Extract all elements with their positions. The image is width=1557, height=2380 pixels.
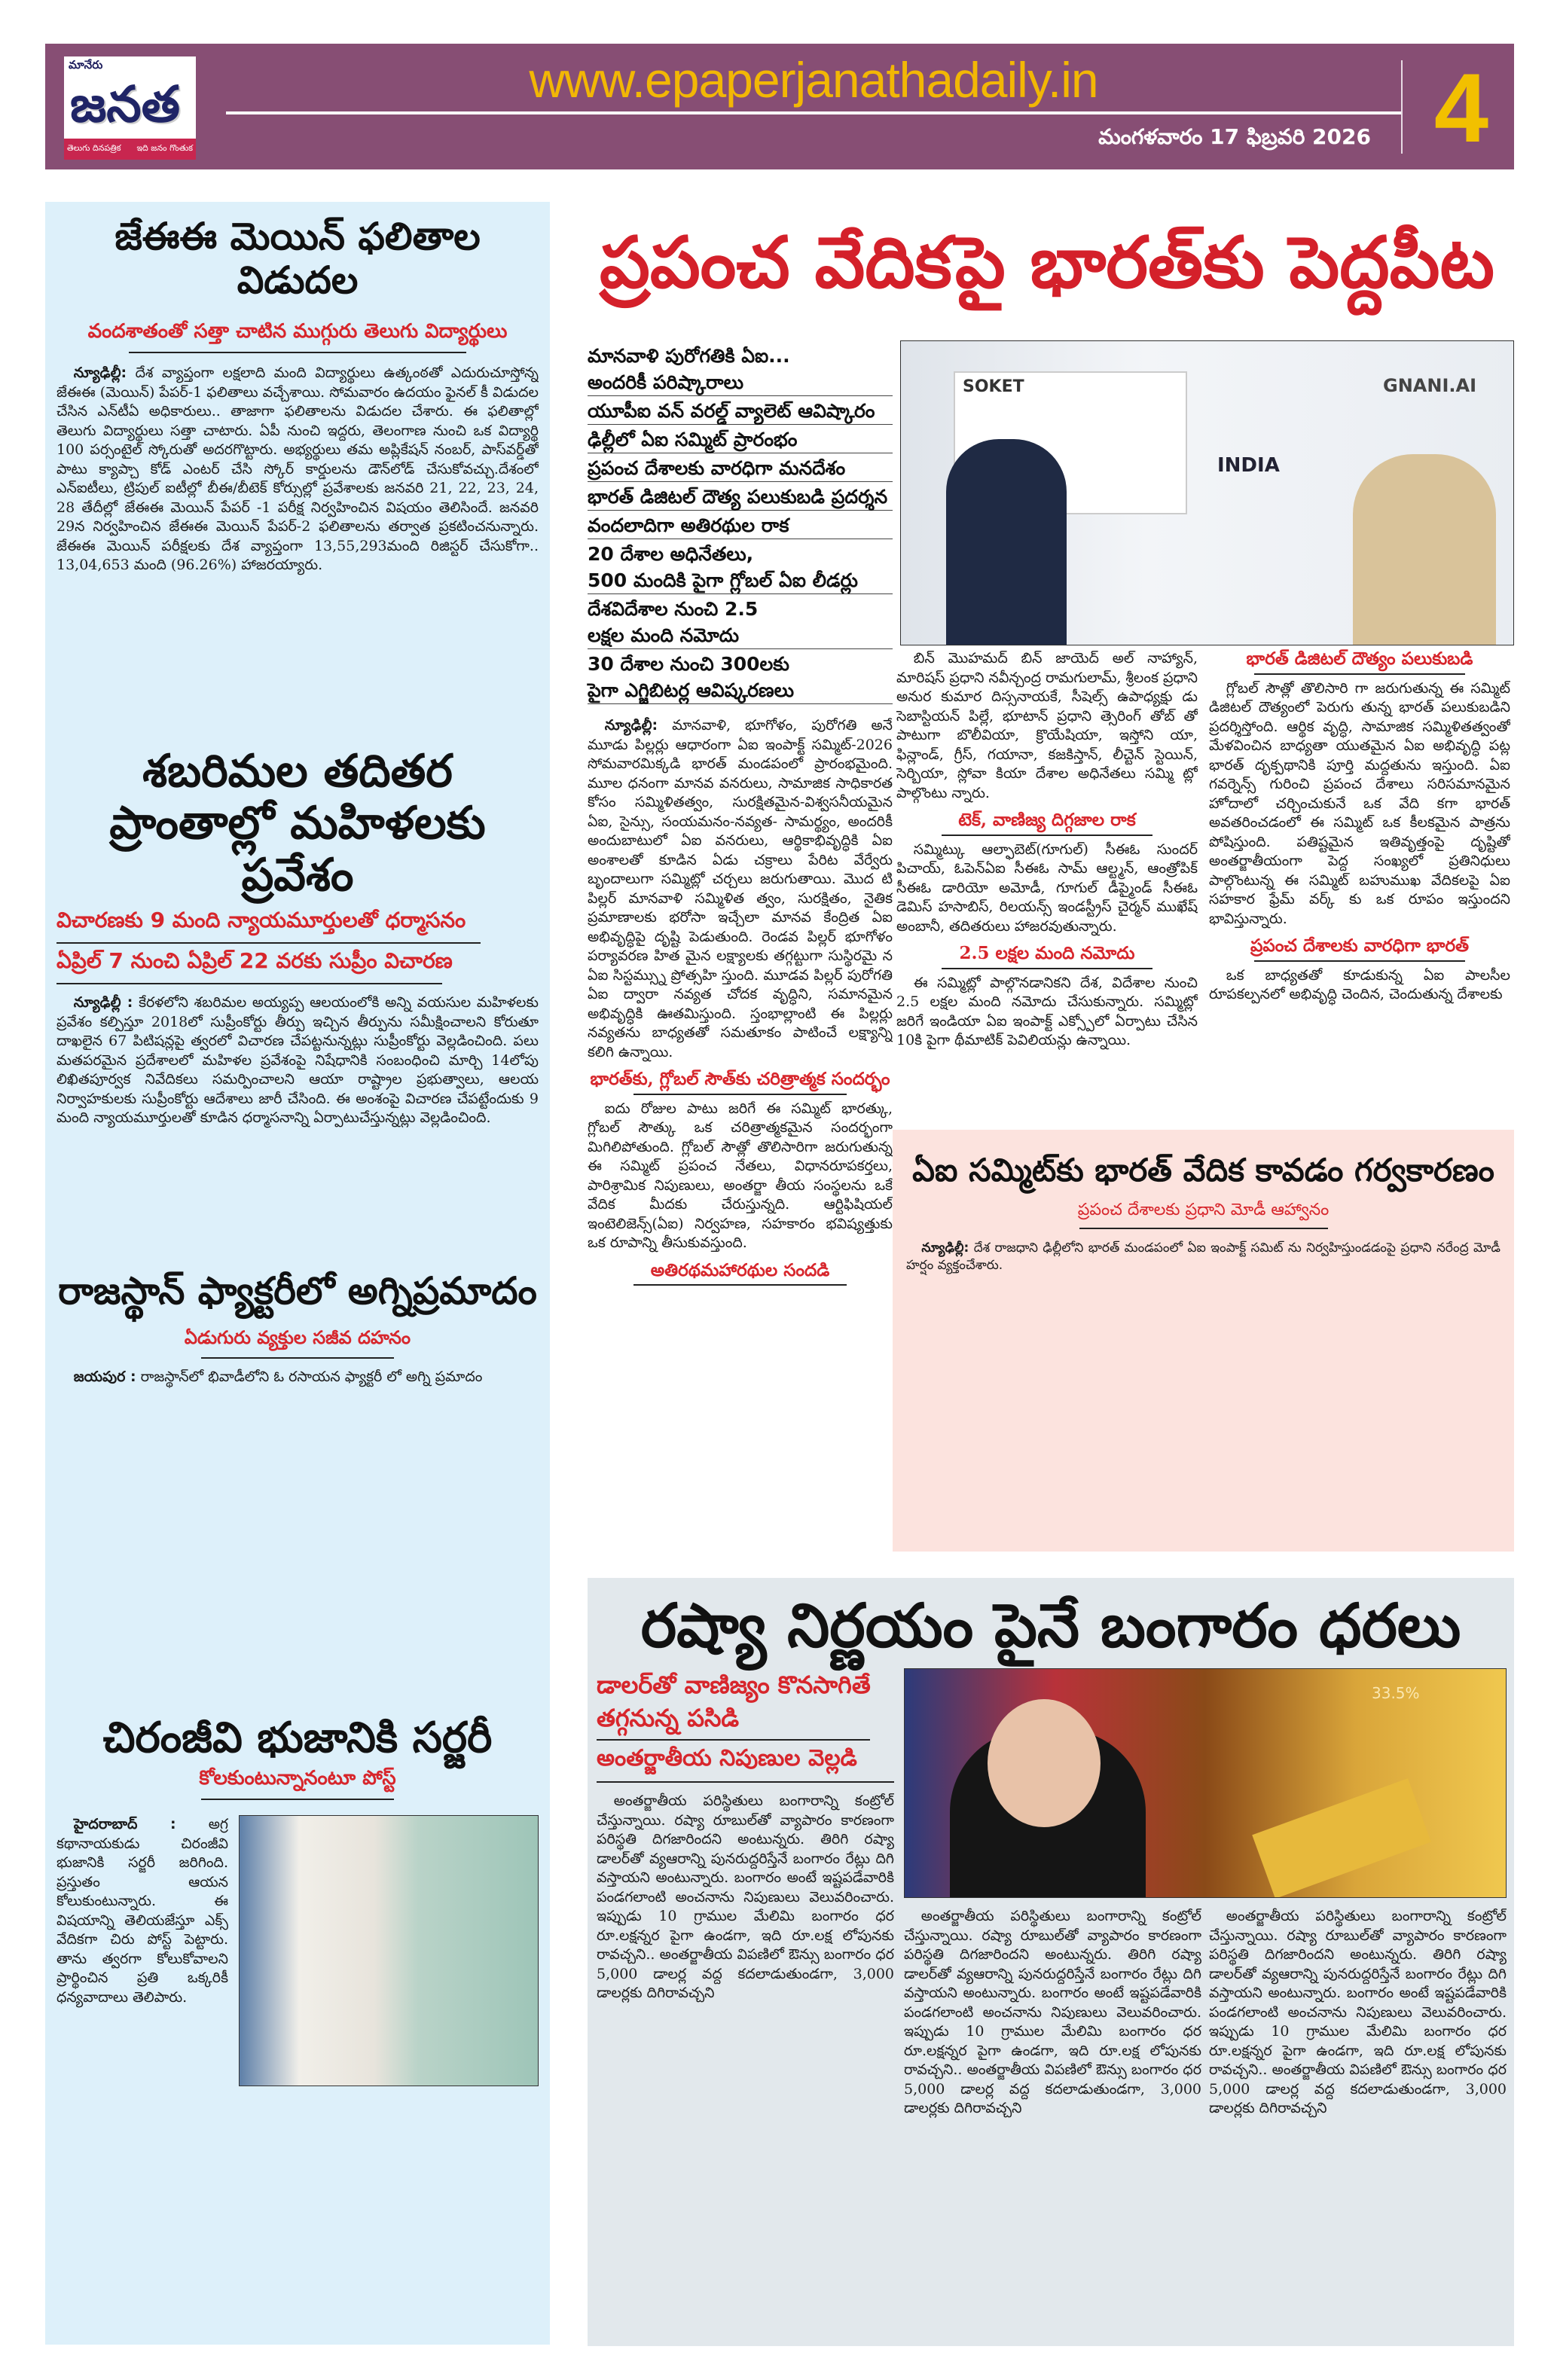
article-body xyxy=(906,1240,1501,1544)
photo-sign-left: SOKET xyxy=(963,377,1024,396)
divider xyxy=(633,1284,847,1286)
dateline: న్యూఢిల్లీ: xyxy=(604,717,658,734)
lead-headline[interactable]: ప్రపంచ వేదికపై భారత్‌కు పెద్దపీట xyxy=(599,222,1494,304)
article-subhead: అంతర్జాతీయ నిపుణుల వెల్లడి xyxy=(597,1745,857,1771)
highlight-line: అందరికీ పరిష్కారాలు xyxy=(588,371,743,393)
gold-subheads xyxy=(597,1668,894,2339)
highlight-item xyxy=(588,512,893,539)
article-body xyxy=(56,1815,228,2337)
divider xyxy=(597,1781,894,1783)
article-body xyxy=(56,1368,539,1715)
article-body xyxy=(597,1792,894,2339)
body-text: రాజస్థాన్‌లో భివాడీలోని ఓ రసాయన ఫ్యాక్టరీ లో అగ్ని ప్రమాదం xyxy=(140,1368,483,1385)
divider xyxy=(56,942,481,944)
section-subhead: టెక్, వాణిజ్య దిగ్గజాల రాక xyxy=(958,810,1136,830)
article-headline[interactable]: రష్యా నిర్ణయం పైనే బంగారం ధరలు xyxy=(640,1591,1461,1661)
divider xyxy=(597,1739,870,1741)
photo-sign-center: INDIA xyxy=(1217,454,1280,477)
highlight-item xyxy=(588,484,893,511)
site-url-link[interactable]: www.epaperjanathadaily.in xyxy=(529,52,1098,108)
divider xyxy=(201,1357,394,1359)
section-subhead: అతిరథమహారథుల సందడి xyxy=(650,1259,830,1280)
highlight-line: యూపీఐ వన్ వరల్డ్ వ్యాలెట్ ఆవిష్కారం xyxy=(588,400,875,422)
body-text: సమ్మిట్కు ఆల్ఫాబెట్(గూగుల్) సీఈఓ సుందర్ పిచాయ్, ఓపెన్ఏఐ సీఈఓ సామ్ ఆల్ట్మన్, ఆంత్రోపిక్ సీఈఓ డారియో అమోడీ, గూగుల్ డీప్మైండ్ సీఈఓ డెమిస్ హసాబిస్, రిలయన్స్ ఇండస్ట్రీస్ చైర్మన్ ముఖేష్ అంబానీ, తదితరులు హాజరవుతున్నారు. xyxy=(896,841,1198,935)
highlight-line: లక్షల మంది నమోదు xyxy=(588,624,740,646)
divider xyxy=(1254,960,1465,962)
divider xyxy=(56,983,442,984)
lead-article-column-3 xyxy=(1209,649,1510,1124)
article-rajasthan xyxy=(56,1270,539,1714)
masthead-vertical-divider xyxy=(1401,60,1403,154)
body-text: గ్లోబల్ సౌత్లో తొలిసారి గా జరుగుతున్న ఈ సమ్మిట్ డిజిటల్ దౌత్యంలో పెరుగు తున్న భారత్ పలుకుబడిని ప్రదర్శిస్తోంది. ఆర్థిక వృద్ధి, సామాజిక సమ్మిళితత్వంతో మేళవించిన బాధ్యతా యుతమైన ఏఐ అభివృద్ధి పట్ల భారత్ దృక్పథానికి పూర్తి మద్దతును ఇస్తుంది. ఏఐ గవర్నెన్స్ గురించి ప్రపంచ దేశాలు సరిసమానమైన హోదాలో చర్చించుకునే ఒక వేది కగా భారత్ అవతరించడంలో ఈ సమ్మిట్ ఒక కీలకమైన పాత్రను పోషిస్తుంది. పతిష్టమైన ఇతివృత్తంపై దృష్టితో అంతర్జాతీయంగా పెద్ద సంఖ్యలో ప్రతినిధులు పాల్గొంటున్న ఈ సమ్మిట్ బహుముఖ వేదికలపై ఏఐ సహకార ఫ్రేమ్ వర్క్ కు ఒక రూపం ఇస్తుందని భావిస్తున్నారు. xyxy=(1209,679,1510,927)
divider xyxy=(1254,673,1465,675)
gold-bar xyxy=(1252,1778,1431,1898)
article-subhead: ప్రపంచ దేశాలకు ప్రధాని మోడీ ఆహ్వానం xyxy=(1077,1201,1330,1220)
highlight-item xyxy=(588,343,893,396)
article-body xyxy=(56,993,539,1270)
logo-tagline-right: ఇది జనం గొంతుక xyxy=(136,143,193,153)
body-text: కేరళలోని శబరిమల అయ్యప్ప ఆలయంలోకి అన్ని వయసుల మహిళలకు ప్రవేశం కల్పిస్తూ 2018లో సుప్రీంకోర్టు తీర్పు ఇచ్చిన తీర్పును సమీక్షించాలని కోరుతూ దాఖలైన 67 పిటిషన్లపై త్వరలో విచారణ చేపట్టనున్నట్లు సుప్రీంకోర్టు వెల్లడించింది. పలు మతపరమైన ప్రదేశాలలో మహిళల ప్రవేశంపై నిషేధానికి సంబంధించి మార్చి 14లోపు లిఖితపూర్వక నివేదికలు సమర్పించాలని ఆయా రాష్ట్రాల ప్రభుత్వాలు, ఆలయ నిర్వాహకులకు సుప్రీంకోర్టు ఆదేశాలు జారీ చేసింది. ఈ అంశంపై విచారణ చేపట్టేందుకు 9 మంది న్యాయమూర్తులతో కూడిన ధర్మాసనాన్ని ఏర్పాటుచేస్తున్నట్లు వెల్లడించింది. xyxy=(56,994,539,1126)
article-subhead: విచారణకు 9 మంది న్యాయమూర్తులతో ధర్మాసనం xyxy=(56,908,466,932)
photo-chart-label: 33.5% xyxy=(1372,1684,1420,1702)
lead-article-column-1 xyxy=(588,716,893,1549)
highlight-item xyxy=(588,541,893,594)
logo-tagline-band xyxy=(64,139,196,160)
highlight-line: 500 మందికి పైగా గ్లోబల్ ఏఐ లీడర్లు xyxy=(588,569,858,591)
highlight-line: మానవాళి పురోగతికి ఏఐ... xyxy=(588,345,790,367)
body-text: మానవాళి, భూగోళం, పురోగతి అనే మూడు పిల్లర్లు ఆధారంగా ఏఐ ఇంపాక్ట్ సమ్మిట్-2026 సోమవారమిక్కడి భారత్ మండపంలో ప్రారంభమైంది. మూల ధనంగా మానవ వనరులు, సామాజిక సాధికారత కోసం సమ్మిళితత్వం, సురక్షితమైన-విశ్వసనీయమైన ఏఐ, సైన్సు, సంయమనం-నవ్యత- సామర్థ్యం, అందరికీ అందుబాటులో ఏఐ వనరులు, ఆర్థికాభివృద్ధికి ఏఐ అంశాలతో కూడిన ఏడు చక్రాలు పేరిట వేర్వేరు బృందాలుగా సమ్మిట్లో చర్చలు జరుగుతాయి. మొద టి పిల్లర్ మానవాళి సమ్మిళిత త్వం, సురక్షితం, నైతిక ప్రమాణాలకు భరోసా ఇచ్చేలా మానవ కేంద్రిత ఏఐ అభివృద్ధిపై దృష్టి పెడుతుంది. రెండవ పిల్లర్ భూగోళం పర్యావరణ హిత మైన లక్ష్యాలకు తగ్గట్టుగా సుస్థిరమై న ఏఐ సిస్టమ్స్ను ప్రోత్సహి స్తుంది. మూడవ పిల్లర్ పురోగతి ఏఐ ద్వారా నవ్యత చోదక వృద్ధిని, సమానమైన అభివృద్ధికి ఊతమిస్తుంది. స్తంభాల్లాంటి ఈ పిల్లర్లు నవ్యతను బాధ్యతతో సమతూకం పాటించే లక్ష్యాన్ని కలిగి ఉన్నాయి. xyxy=(588,717,893,1060)
article-subhead: ఏప్రిల్ 7 నుంచి ఏప్రిల్ 22 వరకు సుప్రీం విచారణ xyxy=(56,948,453,973)
article-ai-pride xyxy=(893,1130,1514,1552)
highlight-item xyxy=(588,651,893,704)
article-gold-prices xyxy=(588,1578,1514,2346)
body-text: అంతర్జాతీయ పరిస్థితులు బంగారాన్ని కంట్రోల్ చేస్తున్నాయి. రష్యా రూబుల్‌తో వ్యాపారం కారణంగా పరిస్థతి దిగజారిందని అంటున్నరు. తిరిగి రష్యా డాలర్‌తో వ్యఆరాన్ని పునరుద్దరిస్తేనే బంగారం రేట్లు దిగి వస్తాయని అంటున్నారు. బంగారం అంటే ఇష్టపడేవారికి పండగలాంటి అంచనాను నిపుణులు వెలువరించారు. ఇప్పుడు 10 గ్రాముల మేలిమి బంగారం ధర రూ.లక్షన్నర పైగా ఉండగా, ఇది రూ.లక్ష లోపునకు రావచ్చని.. అంతర్జాతీయ విపణిలో ఔన్సు బంగారం ధర 5,000 డాలర్ల వద్ద కదలాడుతుండగా, 3,000 డాలర్లకు దిగిరావచ్చని xyxy=(1209,1908,1507,2116)
body-text: బిన్ మొహమద్ బిన్ జాయెద్ అల్ నాహ్యాన్, మారిషస్ ప్రధాని నవీన్చంద్ర రామగులామ్, శ్రీలంక ప్రధాని అనుర కుమార దిస్సనాయకే, సీషెల్స్ ఉపాధ్యక్షు డు సెబాస్టియన్ పిల్లే, భూటాన్ ప్రధాని త్సెరింగ్ తోబ్ తో పాటుగా బొలీవియా, క్రొయేషియా, ఇస్తోని యా, ఫిన్లాండ్, గ్రీస్, గయానా, కజకిస్తాన్, లీచ్టెన్ స్టెయిన్, సెర్బియా, స్లోవా కియా దేశాల అధినేతలు సమ్మి ట్లో పాల్గొంటు న్నారు. xyxy=(896,650,1198,801)
photo-sign-right: GNANI.AI xyxy=(1383,375,1476,396)
body-text: అగ్ర కథానాయకుడు చిరంజీవి భుజానికి సర్జరీ జరిగింది. ప్రస్తుతం ఆయన కోలుకుంటున్నారు. ఈ విషయాన్ని తెలియజేస్తూ ఎక్స్ వేదికగా చిరు పోస్ట్ పెట్టారు. తాను త్వరగా కోలుకోవాలని ప్రార్థించిన ప్రతి ఒక్కరికీ ధన్యవాదాలు తెలిపారు. xyxy=(56,1816,228,2006)
page-number: 4 xyxy=(1433,53,1489,163)
body-text: ఒక బాధ్యతతో కూడుకున్న ఏఐ పాలసీల రూపకల్పనలో అభివృద్ధి చెందిన, చెందుతున్న దేశాలకు xyxy=(1209,966,1510,1002)
highlight-line: వందలాదిగా అతిరథుల రాక xyxy=(588,514,789,536)
divider xyxy=(129,352,466,353)
highlight-line: భారత్ డిజిటల్ దౌత్య పలుకుబడి ప్రదర్శన xyxy=(588,486,888,508)
section-subhead: 2.5 లక్షల మంది నమోదు xyxy=(959,943,1135,963)
article-headline[interactable]: ఏఐ సమ్మిట్‌కు భారత్ వేదిక కావడం గర్వకారణం xyxy=(912,1152,1494,1188)
highlight-item xyxy=(588,426,893,453)
article-jee xyxy=(56,215,539,746)
highlight-item xyxy=(588,596,893,649)
person-figure xyxy=(946,439,1067,645)
left-news-column xyxy=(45,202,550,2345)
issue-date: మంగళవారం 17 ఫిబ్రవరి 2026 xyxy=(1098,124,1371,149)
section-subhead: భారత్‌కు, గ్లోబల్ సౌత్‌కు చరిత్రాత్మక సందర్భం xyxy=(590,1069,890,1089)
highlight-line: 30 దేశాల నుంచి 300లకు xyxy=(588,653,789,675)
highlight-line: 20 దేశాల అధినేతలు, xyxy=(588,543,754,565)
dateline: న్యూఢిల్లీ: xyxy=(73,365,127,381)
logo-name: జనత xyxy=(70,75,180,133)
body-text: అంతర్జాతీయ పరిస్థితులు బంగారాన్ని కంట్రోల్ చేస్తున్నాయి. రష్యా రూబుల్‌తో వ్యాపారం కారణంగా పరిస్థతి దిగజారిందని అంటున్నరు. తిరిగి రష్యా డాలర్‌తో వ్యఆరాన్ని పునరుద్దరిస్తేనే బంగారం రేట్లు దిగి వస్తాయని అంటున్నారు. బంగారం అంటే ఇష్టపడేవారికి పండగలాంటి అంచనాను నిపుణులు వెలువరించారు. ఇప్పుడు 10 గ్రాముల మేలిమి బంగారం ధర రూ.లక్షన్నర పైగా ఉండగా, ఇది రూ.లక్ష లోపునకు రావచ్చని.. అంతర్జాతీయ విపణిలో ఔన్సు బంగారం ధర 5,000 డాలర్ల వద్ద కదలాడుతుండగా, 3,000 డాలర్లకు దిగిరావచ్చని xyxy=(597,1793,894,2001)
chiranjeevi-photo xyxy=(239,1815,539,2086)
lead-article-column-2 xyxy=(896,649,1198,1124)
article-body-column xyxy=(1209,1907,1507,2339)
highlight-item xyxy=(588,455,893,482)
article-headline[interactable]: శబరిమల తదితర ప్రాంతాల్లో మహిళలకు ప్రవేశం xyxy=(109,746,486,902)
article-headline[interactable]: జేఈఈ మెయిన్ ఫలితాల విడుదల xyxy=(114,215,481,302)
highlight-item xyxy=(588,398,893,425)
body-text: అంతర్జాతీయ పరిస్థితులు బంగారాన్ని కంట్రోల్ చేస్తున్నాయి. రష్యా రూబుల్‌తో వ్యాపారం కారణంగా పరిస్థతి దిగజారిందని అంటున్నరు. తిరిగి రష్యా డాలర్‌తో వ్యఆరాన్ని పునరుద్దరిస్తేనే బంగారం రేట్లు దిగి వస్తాయని అంటున్నారు. బంగారం అంటే ఇష్టపడేవారికి పండగలాంటి అంచనాను నిపుణులు వెలువరించారు. ఇప్పుడు 10 గ్రాముల మేలిమి బంగారం ధర రూ.లక్షన్నర పైగా ఉండగా, ఇది రూ.లక్ష లోపునకు రావచ్చని.. అంతర్జాతీయ విపణిలో ఔన్సు బంగారం ధర 5,000 డాలర్ల వద్ద కదలాడుతుండగా, 3,000 డాలర్లకు దిగిరావచ్చని xyxy=(904,1908,1201,2116)
article-subhead: వందశాతంతో సత్తా చాటిన ముగ్గురు తెలుగు విద్యార్థులు xyxy=(87,320,508,343)
highlight-line: పైగా ఎగ్జిబిటర్ల ఆవిష్కరణలు xyxy=(588,679,795,701)
newspaper-logo[interactable] xyxy=(64,56,196,160)
body-text: దేశ వ్యాప్తంగా లక్షలాది మంది విద్యార్థులు ఉత్కంఠతో ఎదురుచూస్తోన్న జేఈఈ (మెయిన్) పేపర్-1 ఫలితాలు వచ్చేశాయి. సోమవారం ఉదయం ఫైనల్ కీ విడుదల చేసిన ఎన్‌టీఏ అధికారులు.. తాజాగా ఫలితాలను విడుదల చేశారు. ఈ ఫలితాల్లో తెలుగు విద్యార్థులు సత్తా చాటారు. ఏపీ నుంచి ఇద్దరు, తెలంగాణ నుంచి ఒక విద్యార్థి 100 పర్సంటైల్ స్కోరుతో అదరగొట్టారు. అభ్యర్థులు తమ అప్లికేషన్ నంబర్, పాస్‌వర్డ్‌తో పాటు క్యాప్చా కోడ్ ఎంటర్ చేసి స్కోర్ కార్డులను డౌన్‌లోడ్ చేసుకోవచ్చు.దేశంలో ఎన్ఐటీలు, ట్రిపుల్ ఐటీల్లో బీఈ/బీటెక్ కోర్సుల్లో ప్రవేశాలకు జనవరి 21, 22, 23, 24, 28 తేదీల్లో జేఈఈ మెయిన్ పేపర్ -1 పరీక్ష నిర్వహించిన విషయం తెలిసిందే. జనవరి 29న నిర్వహించిన జేఈఈ మెయిన్ పేపర్-2 ఫలితాలను తర్వాత ప్రకటించనున్నారు. జేఈఈ మెయిన్ పరీక్షలకు దేశ వ్యాప్తంగా 13,55,293మంది రిజిస్టర్ చేసుకోగా.. 13,04,653 మంది (96.26%) హాజరయ్యారు. xyxy=(56,365,539,573)
dateline: జయపుర : xyxy=(73,1368,136,1385)
highlight-line: ఢిల్లీలో ఏఐ సమ్మిట్ ప్రారంభం xyxy=(588,429,798,450)
article-sabarimala xyxy=(56,746,539,1270)
article-body-column xyxy=(904,1907,1201,2339)
article-subhead: ఏడుగురు వ్యక్తుల సజీవ దహనం xyxy=(184,1326,411,1348)
dateline: న్యూఢిల్లీ: xyxy=(921,1240,969,1256)
divider xyxy=(633,1094,847,1095)
masthead xyxy=(45,44,1514,169)
article-subhead: కోలకుంటున్నానంటూ పోస్ట్ xyxy=(199,1767,396,1790)
highlight-line: ప్రపంచ దేశాలకు వారధిగా మనదేశం xyxy=(588,457,846,479)
highlight-line: దేశవిదేశాల నుంచి 2.5 xyxy=(588,598,759,620)
masthead-divider xyxy=(226,111,1401,114)
section-subhead: భారత్ డిజిటల్ దౌత్యం పలుకుబడి xyxy=(1246,649,1473,669)
ai-summit-photo xyxy=(900,340,1514,645)
body-text: ఐదు రోజుల పాటు జరిగే ఈ సమ్మిట్ భారత్కు, గ్లోబల్ సౌత్కు ఒక చరిత్రాత్మకమైన సందర్భంగా మిగిలిపోతుంది. గ్లోబల్ సౌత్లో తొలిసారిగా జరుగుతున్న ఈ సమ్మిట్ ప్రపంచ నేతలు, విధానరూపకర్తలు, పారిశ్రామిక నిపుణులు, అంతర్జా తీయ సంస్థలను ఒకే వేదిక మీదకు చేరుస్తున్నది. ఆర్టిఫిషియల్ ఇంటెలిజెన్స్(ఏఐ) నిర్వహణ, సహకారం భవిష్యత్తుకు ఒక రూపాన్ని తీసుకువస్తుంది. xyxy=(588,1100,893,1251)
article-subhead: డాలర్‌తో వాణిజ్యం కొనసాగితే తగ్గనున్న పసిడి xyxy=(597,1671,871,1732)
logo-prefix: మానేరు xyxy=(69,58,103,72)
body-text: ఈ సమ్మిట్లో పాల్గొనడానికని దేశ, విదేశాల నుంచి 2.5 లక్షల మంది నమోదు చేసుకున్నారు. సమ్మిట్లో జరిగే ఇండియా ఏఐ ఇంపాక్ట్ ఎక్స్పోలో ఏర్పాటు చేసిన 10కి పైగా థీమాటిక్ పెవిలియన్లు ఉన్నాయి. xyxy=(896,974,1198,1048)
article-headline[interactable]: రాజస్థాన్ ఫ్యాక్టరీలో అగ్నిప్రమాదం xyxy=(58,1270,537,1313)
body-text: దేశ రాజధాని ఢిల్లీలోని భారత్ మండపంలో ఏఐ ఇంపాక్ట్ సమిట్ ను నిర్వహిస్తుండడంపై ప్రధాని నరేంద్ర మోడీ హర్షం వ్యక్తంచేశారు. xyxy=(906,1240,1501,1274)
divider xyxy=(1079,1228,1328,1229)
putin-gold-photo xyxy=(904,1668,1507,1898)
logo-tagline-left: తెలుగు దినపత్రిక xyxy=(67,143,121,153)
divider xyxy=(942,968,1152,969)
dateline: న్యూఢిల్లీ : xyxy=(73,994,133,1011)
article-headline[interactable]: చిరంజీవి భుజానికి సర్జరీ xyxy=(102,1714,493,1762)
divider xyxy=(201,1799,394,1800)
divider xyxy=(942,835,1152,836)
person-face xyxy=(988,1699,1101,1827)
lead-highlights xyxy=(588,343,893,706)
article-chiranjeevi xyxy=(56,1714,539,2337)
person-figure xyxy=(1353,454,1496,645)
dateline: హైదరాబాద్ : xyxy=(73,1816,176,1833)
lead-left-column xyxy=(588,343,893,1549)
section-subhead: ప్రపంచ దేశాలకు వారధిగా భారత్ xyxy=(1250,935,1470,956)
article-body xyxy=(56,364,539,746)
